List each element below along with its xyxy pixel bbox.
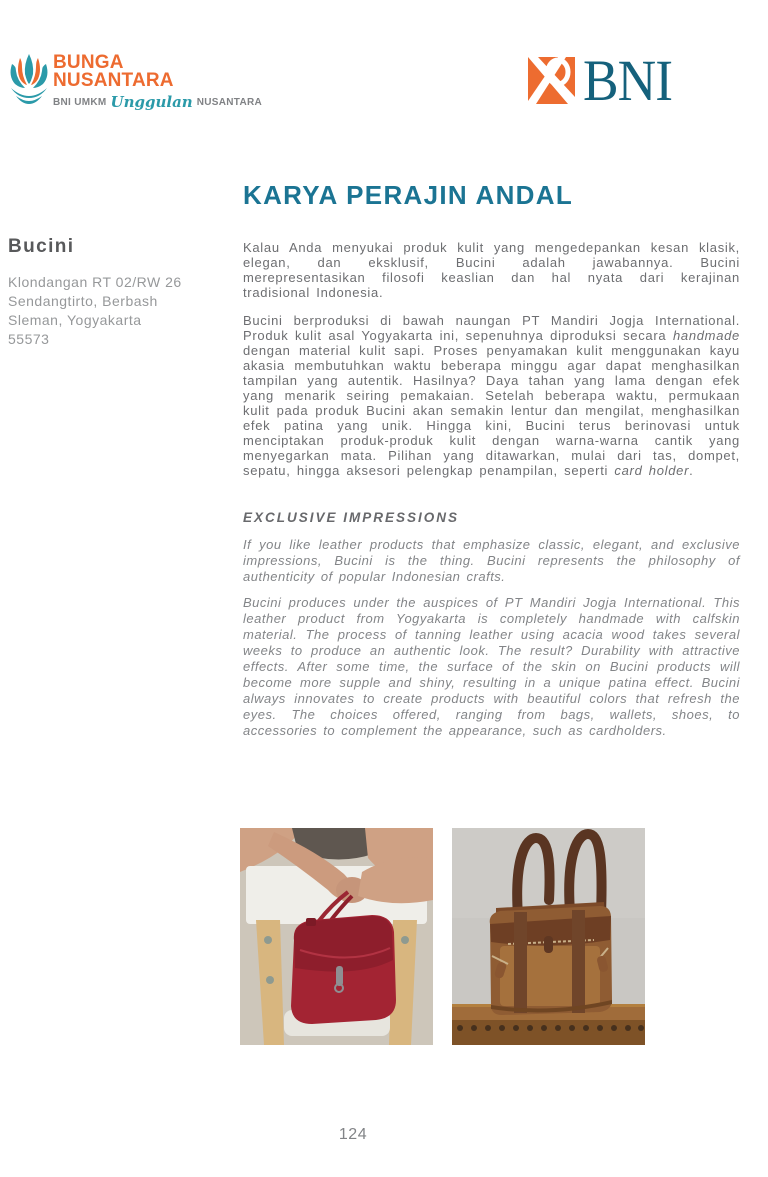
paragraph-indonesian: Kalau Anda menyukai produk kulit yang mengedepankan kesan klasik, elegan, dan eksklusif, Bucini adalah jawabannya. Bucini merepresentasikan filosofi keaslian dan hal nyata dari kerajinan tradisional Indonesia. <box>243 240 740 300</box>
bunga-nusantara-logo <box>8 52 262 111</box>
article-body-english <box>243 537 740 739</box>
bni-wordmark: BNI <box>583 48 673 113</box>
brand-text <box>53 52 262 111</box>
brand-line-nusantara: NUSANTARA <box>53 70 174 91</box>
page-title: KARYA PERAJIN ANDAL <box>243 180 573 210</box>
address-line: Sleman, Yogyakarta <box>8 312 142 328</box>
page-number: 124 <box>338 1126 368 1143</box>
tagline-script: Unggulan <box>110 93 193 111</box>
tagline-suffix: NUSANTARA <box>196 96 263 108</box>
photo-brown-tote-bag <box>452 828 645 1045</box>
section-heading: EXCLUSIVE IMPRESSIONS <box>243 510 460 525</box>
brand-tagline <box>53 93 262 111</box>
company-address <box>8 273 223 349</box>
article-body <box>243 240 740 749</box>
photo-red-handbag-on-chair <box>240 828 433 1045</box>
bni-46-icon <box>528 57 575 104</box>
paragraph-english: If you like leather products that emphasize classic, elegant, and exclusive impressions, Bucini is the thing. Bucini represents the philosophy of authenticity of popular Indonesian crafts. <box>243 537 740 584</box>
address-line: Sendangtirto, Berbash <box>8 293 158 309</box>
address-line: Klondangan RT 02/RW 26 <box>8 274 182 290</box>
paragraph-indonesian: Bucini berproduksi di bawah naungan PT Mandiri Jogja International. Produk kulit asal Yogyakarta ini, sepenuhnya diproduksi secara handmade dengan material kulit sapi. Proses penyamakan kulit menggunakan kayu akasia membutuhkan waktu beberapa minggu agar dapat menghasilkan tampilan yang autentik. Hasilnya? Daya tahan yang lama dengan efek yang menarik seiring pemakaian. Setelah beberapa waktu, permukaan kulit pada produk Bucini akan semakin lentur dan mengilat, menghasilkan efek patina yang unik. Hingga kini, Bucini terus berinovasi untuk menciptakan produk-produk kulit dengan warna-warna cantik yang menyegarkan mata. Pilihan yang ditawarkan, mulai dari tas, dompet, sepatu, hingga aksesori pelengkap penampilan, seperti card holder. <box>243 313 740 478</box>
company-sidebar <box>8 236 223 349</box>
tagline-prefix: BNI UMKM <box>53 96 107 108</box>
company-name: Bucini <box>8 236 75 257</box>
bni-logo <box>528 48 680 113</box>
article-body-indonesian <box>243 240 740 478</box>
product-photos <box>240 828 645 1045</box>
address-line: 55573 <box>8 331 50 347</box>
lotus-flower-icon <box>8 52 50 104</box>
paragraph-english: Bucini produces under the auspices of PT Mandiri Jogja International. This leather product from Yogyakarta is completely handmade with calfskin material. The process of tanning leather using acacia wood takes several weeks to produce an authentic look. The result? Durability with attractive effects. After some time, the surface of the skin on Bucini products will become more supple and shiny, resulting in a unique patina effect. Bucini always innovates to create products with beautiful colors that refresh the eyes. The choices offered, ranging from bags, wallets, shoes, to accessories to complement the appearance, such as cardholders. <box>243 595 740 738</box>
brand-line-bunga: BUNGA <box>53 52 124 73</box>
